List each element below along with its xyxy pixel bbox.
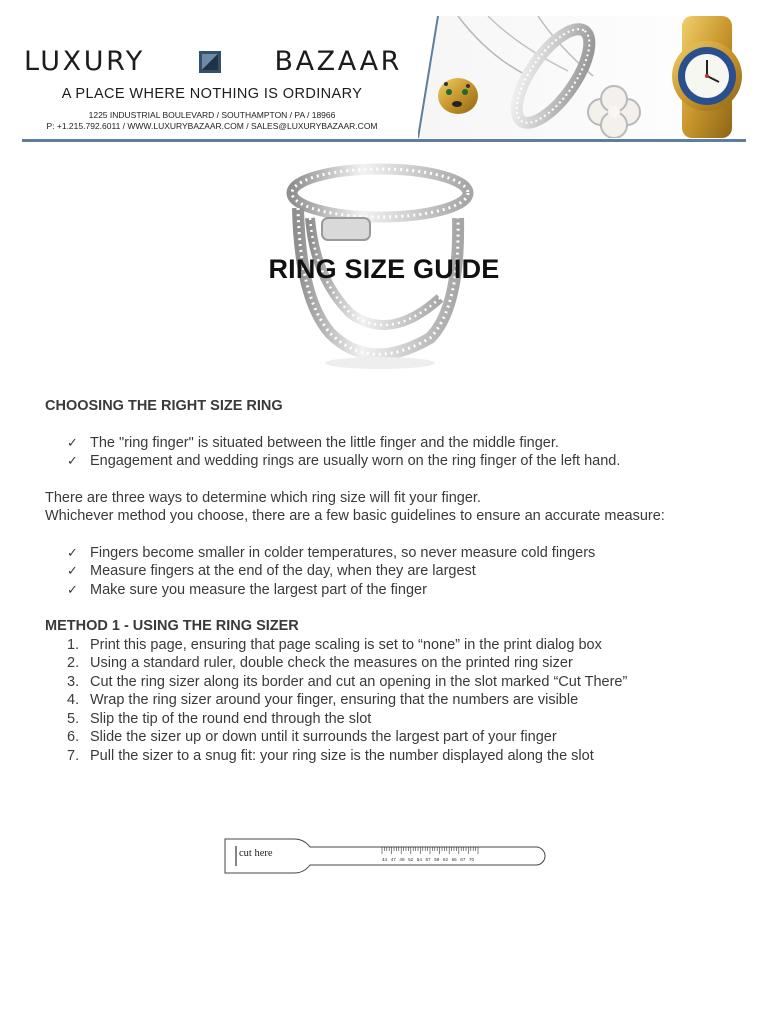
guide-content xyxy=(45,397,705,765)
sizer-number: 52 xyxy=(408,857,414,862)
method1-steps xyxy=(45,636,705,766)
list-item: 1. Print this page, ensuring that page scaling is set to “none” in the print dialog box xyxy=(67,636,602,653)
checkmark-icon: ✓ xyxy=(67,434,78,450)
jewelry-banner-image xyxy=(418,16,746,138)
intro-line: Whichever method you choose, there are a few basic guidelines to ensure an accurate measure: xyxy=(45,508,665,524)
sizer-number: 65 xyxy=(451,857,457,862)
sizer-number: 44 xyxy=(382,857,388,862)
brand-logo-wordmark xyxy=(24,46,402,77)
sizer-number: 67 xyxy=(460,857,466,862)
list-item: 7. Pull the sizer to a snug fit: your ring size is the number displayed along the slot xyxy=(67,747,594,764)
sizer-number: 47 xyxy=(390,857,396,862)
sizer-number: 57 xyxy=(425,857,431,862)
address-line: 1225 INDUSTRIAL BOULEVARD / SOUTHAMPTON / PA / 18966 xyxy=(88,110,336,120)
contact-line: P: +1.215.792.6011 / WWW.LUXURYBAZAAR.COM / SALES@LUXURYBAZAAR.COM xyxy=(46,121,378,131)
tagline: A PLACE WHERE NOTHING IS ORDINARY xyxy=(61,86,363,102)
list-item: ✓ Measure fingers at the end of the day, when they are largest xyxy=(67,563,476,579)
sizer-number: 70 xyxy=(469,857,475,862)
header-divider xyxy=(22,139,746,142)
checkmark-icon: ✓ xyxy=(67,581,78,597)
finger-facts-list xyxy=(45,434,705,471)
letterhead xyxy=(22,14,746,141)
printable-ring-sizer xyxy=(222,834,548,878)
section-heading-choosing: CHOOSING THE RIGHT SIZE RING xyxy=(45,398,283,414)
sizer-number: 59 xyxy=(434,857,440,862)
checkmark-icon: ✓ xyxy=(67,453,78,468)
brand-name-left: LUXURY xyxy=(24,46,145,77)
list-item: ✓ Fingers become smaller in colder temperatures, so never measure cold fingers xyxy=(67,544,596,561)
sizer-number: 49 xyxy=(399,857,405,862)
list-item: 6. Slide the sizer up or down until it surrounds the largest part of your finger xyxy=(67,729,557,745)
brand-square-icon xyxy=(199,51,221,73)
list-item: ✓ Engagement and wedding rings are usually worn on the ring finger of the left hand. xyxy=(67,453,621,469)
checkmark-icon: ✓ xyxy=(67,563,78,578)
sizer-number: 54 xyxy=(416,857,422,862)
list-item: 2. Using a standard ruler, double check the measures on the printed ring sizer xyxy=(67,655,573,671)
brand-name-right: BAZAAR xyxy=(274,46,402,77)
list-item: 4. Wrap the ring sizer around your finger, ensuring that the numbers are visible xyxy=(67,692,579,708)
cut-here-label: cut here xyxy=(239,848,273,859)
checkmark-icon: ✓ xyxy=(67,544,78,560)
intro-line: There are three ways to determine which ring size will fit your finger. xyxy=(45,489,481,506)
list-item: 5. Slip the tip of the round end through the slot xyxy=(67,710,372,727)
list-item: ✓ Make sure you measure the largest part of the finger xyxy=(67,581,427,598)
list-item: ✓ The "ring finger" is situated between the little finger and the middle finger. xyxy=(67,434,559,451)
sizer-number: 62 xyxy=(442,857,449,862)
section-heading-method1: METHOD 1 - USING THE RING SIZER xyxy=(45,618,299,634)
page-title: RING SIZE GUIDE xyxy=(268,254,500,284)
guidelines-list xyxy=(45,544,705,600)
list-item: 3. Cut the ring sizer along its border and cut an opening in the slot marked “Cut There” xyxy=(67,673,628,690)
